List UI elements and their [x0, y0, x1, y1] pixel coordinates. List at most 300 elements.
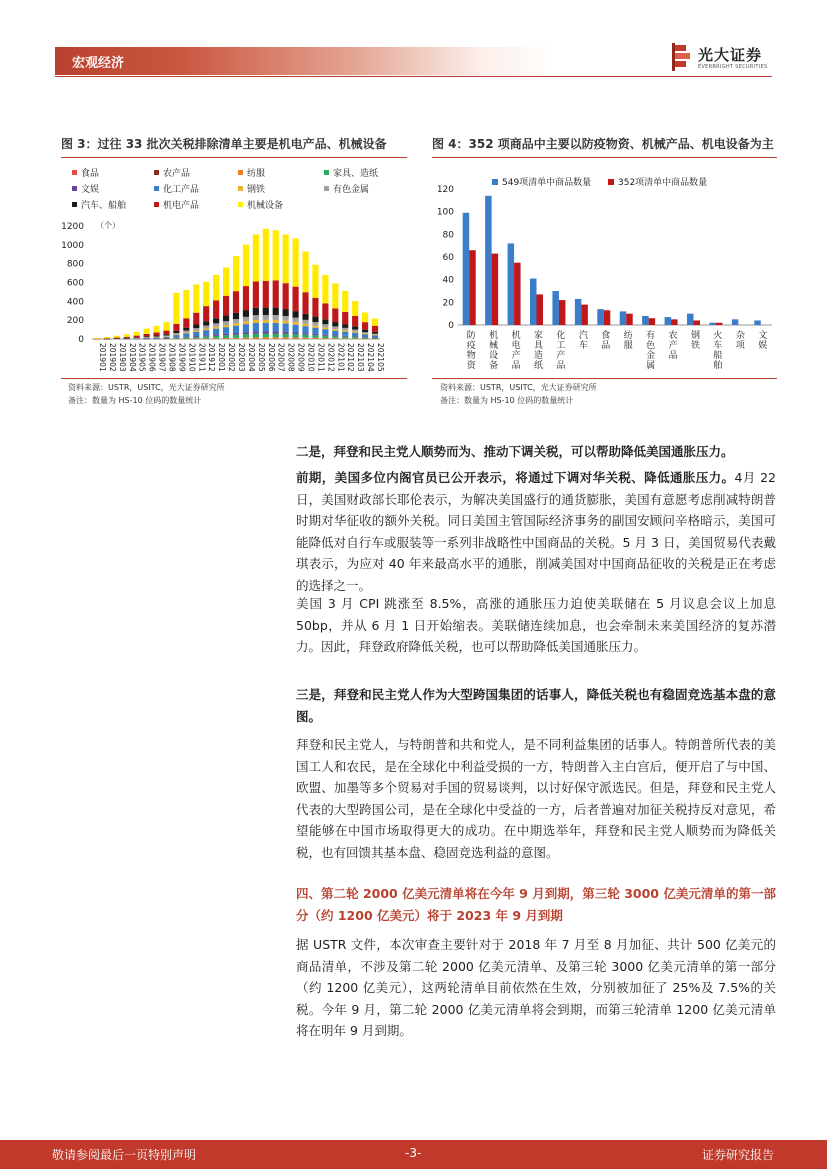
bar-segment-机械设备: [352, 301, 358, 316]
bar-segment-化工产品: [193, 332, 199, 336]
bar-segment-汽车、船舶: [233, 313, 239, 319]
bar-segment-有色金属: [144, 337, 150, 338]
x-tick-label-char: 家: [533, 331, 544, 341]
bar-segment-钢铁: [362, 334, 368, 335]
y-tick-label: 200: [66, 316, 84, 327]
bar-segment-化工产品: [243, 324, 249, 332]
y-tick-label: 1200: [61, 222, 84, 232]
bar-segment-机电产品: [253, 281, 259, 307]
bar-segment-机械设备: [293, 238, 299, 286]
x-tick-label-char: 疫: [466, 341, 476, 351]
y-tick-label: 0: [78, 335, 84, 345]
x-tick-label-char: 工: [556, 341, 566, 351]
bar-segment-机械设备: [372, 319, 378, 326]
bar-segment-文娱: [173, 337, 179, 338]
bar-segment-纺服: [263, 337, 269, 339]
bar-352项清单中商品数量: [671, 319, 678, 325]
bar-segment-化工产品: [372, 336, 378, 338]
bar-segment-机械设备: [124, 334, 130, 337]
bar-352项清单中商品数量: [537, 294, 544, 325]
bar-549项清单中商品数量: [709, 323, 716, 325]
bar-segment-汽车、船舶: [293, 311, 299, 318]
bar-segment-化工产品: [233, 326, 239, 333]
x-tick-label-char: 品: [601, 341, 611, 351]
bar-segment-化工产品: [352, 333, 358, 337]
x-tick-label-char: 钢: [690, 331, 701, 341]
bar-segment-家具、造纸: [253, 334, 259, 338]
bar-segment-汽车、船舶: [332, 322, 338, 326]
legend-label: 机电产品: [163, 201, 200, 211]
bar-segment-汽车、船舶: [114, 338, 120, 339]
bar-segment-家具、造纸: [342, 337, 348, 339]
x-tick-label-char: 防: [466, 331, 476, 341]
bar-segment-机电产品: [144, 334, 150, 336]
logo-subtext: EVERBRIGHT SECURITIES: [698, 64, 768, 70]
bar-segment-纺服: [223, 338, 229, 339]
bar-549项清单中商品数量: [642, 316, 649, 325]
x-tick-label-char: 色: [646, 341, 656, 351]
bar-549项清单中商品数量: [485, 196, 492, 325]
x-tick-label-char: 火: [713, 331, 723, 341]
bar-segment-文娱: [352, 336, 358, 337]
bar-segment-文娱: [183, 337, 189, 338]
bar-segment-机械设备: [223, 267, 229, 295]
bar-segment-钢铁: [223, 325, 229, 327]
x-tick-label: 201912: [207, 343, 217, 372]
bar-segment-汽车、船舶: [362, 330, 368, 332]
bar-segment-纺服: [173, 339, 179, 340]
legend-label: 352项清单中商品数量: [618, 178, 708, 188]
bar-segment-机电产品: [283, 283, 289, 309]
x-tick-label: 202010: [306, 343, 316, 372]
bar-segment-有色金属: [352, 329, 358, 331]
bar-segment-化工产品: [263, 323, 269, 332]
bar-segment-机械设备: [134, 332, 140, 336]
legend-swatch-农产品: [154, 170, 159, 175]
bar-segment-机械设备: [203, 282, 209, 306]
bar-segment-有色金属: [283, 316, 289, 321]
bar-segment-家具、造纸: [283, 334, 289, 338]
logo-mark-icon: [672, 43, 692, 73]
bar-segment-汽车、船舶: [173, 331, 179, 333]
x-tick-label-char: 农: [668, 331, 678, 341]
bar-segment-钢铁: [173, 334, 179, 335]
x-tick-label-char: 械: [489, 341, 499, 351]
bar-352项清单中商品数量: [581, 305, 588, 325]
legend-label: 有色金属: [333, 185, 370, 195]
bar-segment-机械设备: [153, 326, 159, 333]
bar-segment-机械设备: [263, 229, 269, 281]
bar-segment-汽车、船舶: [124, 338, 130, 339]
x-tick-label: 202008: [286, 343, 296, 372]
bar-segment-化工产品: [163, 337, 169, 338]
x-tick-label-char: 舶: [713, 361, 723, 371]
legend-swatch-纺服: [238, 170, 243, 175]
paragraph-5: 拜登和民主党人，与特朗普和共和党人，是不同利益集团的话事人。特朗普所代表的美国工人和农民，是在全球化中利益受损的一方，特朗普入主白宫后，便开启了与中国、欧盟、加墨等多个贸易对手国的贸易谈判，以讨好保守派选民。但是，拜登和民主党人代表的大型跨国公司，是在全球化中受益的一方，后者普遍对加征关税持反对意见，希望能够在中国市场取得更大的成功。在中期选举年，拜登和民主党人顺势而为降低关税，也有回馈其基本盘、稳固竞选利益的意图。: [296, 737, 776, 860]
x-tick-label: 202012: [326, 343, 336, 372]
bar-segment-机电产品: [124, 337, 130, 338]
paragraph-2-body: 4月 22 日，美国财政部长耶伦表示，为解决美国盛行的通货膨胀，美国有意愿考虑削减特朗普时期对华征收的额外关税。同日美国主管国际经济事务的副国安顾问辛格暗示，美国可能降低对自行车或服装等一系列非战略性中国商品的关税。5 月 3 日，美国贸易代表戴琪表示，为应对 40 年来最高水平的通胀，削减美国对中国商品征收的关税是正在考虑的选择之一。: [296, 470, 776, 593]
bar-segment-家具、造纸: [243, 334, 249, 338]
x-tick-label-char: 设: [489, 351, 499, 361]
x-tick-label: 202011: [316, 343, 326, 372]
bar-segment-机械设备: [193, 284, 199, 312]
bar-segment-有色金属: [223, 321, 229, 325]
x-tick-label: 202103: [356, 343, 366, 372]
x-tick-label-char: 服: [623, 341, 633, 351]
bar-segment-有色金属: [293, 318, 299, 322]
bar-segment-纺服: [163, 339, 169, 340]
legend-label: 汽车、船舶: [81, 201, 127, 211]
x-tick-label: 202003: [237, 343, 246, 372]
x-tick-label: 201901: [97, 343, 107, 372]
x-tick-label: 202009: [296, 343, 306, 372]
bar-352项清单中商品数量: [559, 300, 566, 325]
bar-segment-家具、造纸: [173, 338, 179, 339]
x-tick-label: 201902: [107, 343, 117, 372]
bar-segment-钢铁: [283, 321, 289, 324]
bar-segment-机械设备: [362, 313, 368, 323]
x-tick-label-char: 产: [511, 351, 521, 361]
legend-swatch-机械设备: [238, 202, 243, 207]
y-tick-label: 1000: [61, 240, 84, 251]
x-tick-label-char: 造: [533, 351, 544, 361]
bar-segment-家具、造纸: [332, 336, 338, 338]
bar-segment-纺服: [253, 337, 259, 339]
bar-segment-机械设备: [273, 230, 279, 280]
bar-segment-文娱: [293, 332, 299, 334]
bar-549项清单中商品数量: [687, 314, 694, 325]
bar-segment-有色金属: [302, 320, 308, 324]
x-tick-label-char: 机: [511, 331, 521, 341]
x-tick-label: 201911: [197, 343, 207, 372]
bar-segment-钢铁: [273, 320, 279, 323]
bar-segment-有色金属: [193, 328, 199, 330]
bar-segment-机电产品: [362, 322, 368, 330]
bar-segment-文娱: [233, 333, 239, 335]
paragraph-4-heading: 三是，拜登和民主党人作为大型跨国集团的话事人，降低关税也有稳固竞选基本盘的意图。: [296, 687, 776, 724]
bar-segment-机电产品: [312, 298, 318, 317]
x-tick-label-char: 汽: [578, 331, 588, 341]
bar-segment-有色金属: [243, 317, 249, 322]
bar-segment-机械设备: [302, 251, 308, 292]
bar-segment-钢铁: [153, 337, 159, 338]
bar-segment-汽车、船舶: [153, 336, 159, 337]
figure4-title: 图 4：352 项商品中主要以防疫物资、机械产品、机电设备为主: [432, 137, 774, 151]
x-tick-label-char: 备: [489, 361, 499, 371]
bar-549项清单中商品数量: [508, 243, 515, 325]
bar-segment-机械设备: [322, 275, 328, 303]
bar-352项清单中商品数量: [626, 314, 633, 325]
bar-segment-钢铁: [332, 329, 338, 331]
x-tick-label: 202104: [366, 343, 376, 372]
x-tick-label-char: 属: [646, 361, 656, 371]
y-tick-label: 80: [442, 230, 454, 241]
bar-549项清单中商品数量: [620, 311, 627, 325]
legend-label: 549项清单中商品数量: [502, 178, 592, 188]
bar-segment-机械设备: [283, 234, 289, 283]
bar-352项清单中商品数量: [604, 310, 611, 325]
bar-segment-文娱: [243, 332, 249, 334]
bar-segment-汽车、船舶: [243, 310, 249, 317]
bar-segment-汽车、船舶: [144, 336, 150, 337]
figure4-source: 资料来源：USTR，USITC，光大证券研究所: [440, 383, 597, 392]
bar-segment-有色金属: [173, 333, 179, 334]
bar-segment-钢铁: [203, 329, 209, 331]
bar-segment-家具、造纸: [213, 336, 219, 338]
x-tick-label-char: 车: [713, 341, 723, 351]
bar-549项清单中商品数量: [754, 320, 761, 325]
bar-segment-有色金属: [322, 324, 328, 327]
x-tick-label: 201908: [167, 343, 177, 372]
bar-segment-文娱: [302, 333, 308, 335]
bar-segment-钢铁: [253, 320, 259, 323]
bar-segment-化工产品: [273, 323, 279, 332]
paragraph-2-lead: 前期，美国多位内阁官员已公开表示，将通过下调对华关税、降低通胀压力。: [296, 470, 735, 485]
figure3-chart: [58, 162, 408, 377]
bar-segment-家具、造纸: [233, 335, 239, 338]
legend-swatch-化工产品: [154, 186, 159, 191]
bar-segment-机电产品: [293, 287, 299, 311]
legend-label: 钢铁: [247, 185, 266, 195]
footer-report-type: 证券研究报告: [702, 1148, 775, 1162]
bar-segment-家具、造纸: [302, 335, 308, 338]
bar-segment-纺服: [183, 339, 189, 340]
bar-segment-钢铁: [213, 327, 219, 329]
legend-label: 农产品: [163, 169, 191, 179]
x-tick-label: 202004: [246, 343, 256, 372]
bar-segment-家具、造纸: [293, 334, 299, 337]
x-tick-label-char: 杂: [735, 331, 745, 341]
paragraph-2-heading: 二是，拜登和民主党人顺势而为、推动下调关税，可以帮助降低美国通胀压力。: [296, 444, 734, 459]
legend-swatch-549项清单中商品数量: [492, 179, 498, 185]
bar-segment-纺服: [283, 337, 289, 339]
paragraph-2: [296, 467, 776, 596]
bar-segment-机电产品: [372, 326, 378, 332]
bar-segment-汽车、船舶: [203, 321, 209, 325]
x-tick-label-char: 纸: [533, 361, 544, 371]
legend-swatch-家具、造纸: [324, 170, 329, 175]
bar-segment-机电产品: [193, 313, 199, 325]
x-tick-label: 201907: [157, 343, 167, 372]
bar-segment-家具、造纸: [312, 335, 318, 338]
bar-segment-文娱: [223, 334, 229, 336]
x-tick-label-char: 项: [735, 341, 745, 351]
y-tick-label: 800: [66, 259, 84, 270]
bar-549项清单中商品数量: [597, 309, 604, 325]
bar-segment-机械设备: [332, 283, 338, 308]
bar-549项清单中商品数量: [530, 279, 537, 325]
x-tick-label: 202102: [346, 343, 356, 372]
bar-segment-汽车、船舶: [273, 308, 279, 315]
bar-segment-机电产品: [342, 312, 348, 324]
bar-segment-钢铁: [293, 322, 299, 325]
figure3-source: 资料来源：USTR，USITC，光大证券研究所: [68, 383, 225, 392]
bar-segment-汽车、船舶: [213, 318, 219, 323]
bar-segment-化工产品: [173, 335, 179, 337]
logo-text: 光大证券: [698, 46, 763, 64]
bar-segment-有色金属: [342, 328, 348, 330]
bar-segment-纺服: [372, 339, 378, 340]
bar-352项清单中商品数量: [649, 318, 656, 325]
company-logo: [672, 43, 782, 73]
figure4-chart: [430, 162, 780, 377]
bar-segment-文娱: [283, 332, 289, 334]
bar-549项清单中商品数量: [665, 317, 672, 325]
bar-segment-文娱: [332, 335, 338, 336]
figure3-bottom-rule: [61, 378, 407, 379]
bar-segment-化工产品: [183, 333, 189, 336]
figure4-title-rule: [432, 157, 777, 158]
bar-segment-机械设备: [312, 265, 318, 298]
y-tick-label: 20: [442, 298, 454, 309]
bar-segment-化工产品: [302, 326, 308, 333]
y-tick-label: 0: [448, 321, 454, 331]
page-number: -3-: [405, 1146, 422, 1160]
bar-segment-钢铁: [322, 327, 328, 329]
bar-segment-钢铁: [233, 323, 239, 325]
legend-swatch-有色金属: [324, 186, 329, 191]
bar-segment-汽车、船舶: [253, 308, 259, 315]
x-tick-label: 201910: [187, 343, 197, 372]
x-tick-label-char: 资: [466, 361, 476, 371]
bar-segment-家具、造纸: [193, 337, 199, 339]
y-tick-label: 120: [436, 185, 454, 195]
legend-swatch-文娱: [72, 186, 77, 191]
bar-segment-机械设备: [342, 291, 348, 312]
x-tick-label-char: 物: [466, 351, 476, 361]
bar-segment-纺服: [352, 338, 358, 339]
figure3-title: 图 3：过往 33 批次关税排除清单主要是机电产品、机械设备: [61, 137, 387, 151]
bar-352项清单中商品数量: [492, 254, 499, 325]
figure4-bottom-rule: [432, 378, 777, 379]
bar-segment-化工产品: [322, 329, 328, 334]
bar-segment-机电产品: [233, 291, 239, 313]
bar-549项清单中商品数量: [732, 319, 739, 325]
bar-segment-家具、造纸: [352, 337, 358, 338]
bar-segment-有色金属: [233, 319, 239, 323]
bar-segment-钢铁: [263, 320, 269, 323]
bar-segment-纺服: [243, 338, 249, 339]
legend-swatch-钢铁: [238, 186, 243, 191]
bar-segment-文娱: [213, 334, 219, 335]
bar-segment-家具、造纸: [183, 337, 189, 338]
bar-segment-机电产品: [173, 324, 179, 331]
x-tick-label: 201903: [117, 343, 127, 372]
bar-segment-汽车、船舶: [302, 314, 308, 320]
bar-segment-汽车、船舶: [183, 328, 189, 331]
bar-segment-化工产品: [362, 334, 368, 337]
bar-segment-有色金属: [332, 326, 338, 329]
bar-segment-有色金属: [203, 326, 209, 329]
x-tick-label-char: 具: [533, 341, 544, 351]
x-tick-label-char: 产: [668, 341, 678, 351]
bar-segment-机械设备: [213, 275, 219, 300]
x-tick-label-char: 品: [556, 361, 566, 371]
bar-segment-有色金属: [312, 322, 318, 326]
bar-segment-有色金属: [153, 336, 159, 337]
bar-segment-钢铁: [163, 336, 169, 337]
x-tick-label: 201905: [137, 343, 147, 372]
bar-segment-文娱: [203, 335, 209, 336]
bar-segment-机电产品: [273, 280, 279, 307]
y-tick-label: 100: [436, 207, 454, 218]
bar-segment-机电产品: [263, 281, 269, 308]
y-tick-label: 40: [442, 275, 454, 286]
bar-segment-钢铁: [342, 330, 348, 331]
bar-segment-机电产品: [183, 318, 189, 327]
x-tick-label-char: 纺: [623, 331, 633, 341]
bar-segment-家具、造纸: [362, 338, 368, 339]
bar-segment-钢铁: [183, 332, 189, 333]
x-tick-label-char: 食: [601, 331, 611, 341]
bar-segment-机电产品: [203, 306, 209, 321]
x-tick-label-char: 有: [646, 331, 656, 341]
bar-segment-纺服: [362, 339, 368, 340]
bar-segment-有色金属: [213, 323, 219, 326]
legend-swatch-汽车、船舶: [72, 202, 77, 207]
x-tick-label: 202006: [266, 343, 276, 372]
header-band: [55, 47, 555, 75]
bar-segment-文娱: [312, 334, 318, 335]
bar-segment-文娱: [144, 339, 150, 340]
bar-segment-文娱: [253, 332, 259, 334]
bar-segment-文娱: [273, 331, 279, 333]
bar-segment-家具、造纸: [203, 336, 209, 338]
bar-segment-化工产品: [213, 329, 219, 335]
bar-segment-汽车、船舶: [223, 316, 229, 322]
x-tick-label-char: 船: [713, 351, 723, 361]
bar-352项清单中商品数量: [469, 250, 476, 325]
y-tick-label: 60: [442, 253, 454, 263]
x-tick-label: 201906: [147, 343, 157, 372]
bar-segment-家具、造纸: [263, 334, 269, 338]
y-tick-label: 600: [66, 278, 84, 289]
bar-segment-纺服: [322, 338, 328, 339]
bar-segment-有色金属: [362, 332, 368, 334]
bar-segment-有色金属: [183, 331, 189, 333]
bar-352项清单中商品数量: [716, 323, 723, 325]
bar-segment-机械设备: [183, 290, 189, 318]
bar-segment-家具、造纸: [322, 336, 328, 338]
bar-segment-机械设备: [173, 293, 179, 324]
y-tick-label: 400: [66, 297, 84, 308]
bar-segment-机电产品: [332, 308, 338, 322]
bar-segment-机械设备: [104, 337, 110, 338]
bar-segment-机械设备: [233, 256, 239, 291]
legend-label: 文娱: [81, 185, 100, 195]
bar-segment-有色金属: [253, 315, 259, 320]
x-tick-label-char: 品: [668, 351, 678, 361]
section-4-heading: 四、第二轮 2000 亿美元清单将在今年 9 月到期，第三轮 3000 亿美元清单的第一部分（约 1200 亿美元）将于 2023 年 9 月到期: [296, 886, 776, 923]
bar-segment-钢铁: [312, 326, 318, 328]
bar-segment-纺服: [312, 338, 318, 339]
bar-segment-机械设备: [253, 234, 259, 281]
bar-segment-机电产品: [94, 339, 100, 340]
bar-segment-汽车、船舶: [263, 308, 269, 315]
bar-segment-钢铁: [372, 335, 378, 336]
bar-segment-机电产品: [223, 296, 229, 316]
bar-segment-机械设备: [94, 338, 100, 339]
bar-segment-汽车、船舶: [312, 317, 318, 322]
bar-segment-机械设备: [243, 245, 249, 286]
bar-segment-机电产品: [352, 316, 358, 326]
bar-segment-汽车、船舶: [322, 319, 328, 324]
legend-label: 化工产品: [163, 185, 200, 195]
bar-segment-汽车、船舶: [163, 334, 169, 335]
bar-segment-汽车、船舶: [342, 324, 348, 328]
paragraph-3: 美国 3 月 CPI 跳涨至 8.5%，高涨的通胀压力迫使美联储在 5 月议息会议上加息 50bp，并从 6 月 1 日开始缩表。美联储连续加息，也会牵制未来美国经济的复苏潜力。因此，拜登政府降低关税，也可以帮助降低美国通胀压力。: [296, 596, 776, 654]
